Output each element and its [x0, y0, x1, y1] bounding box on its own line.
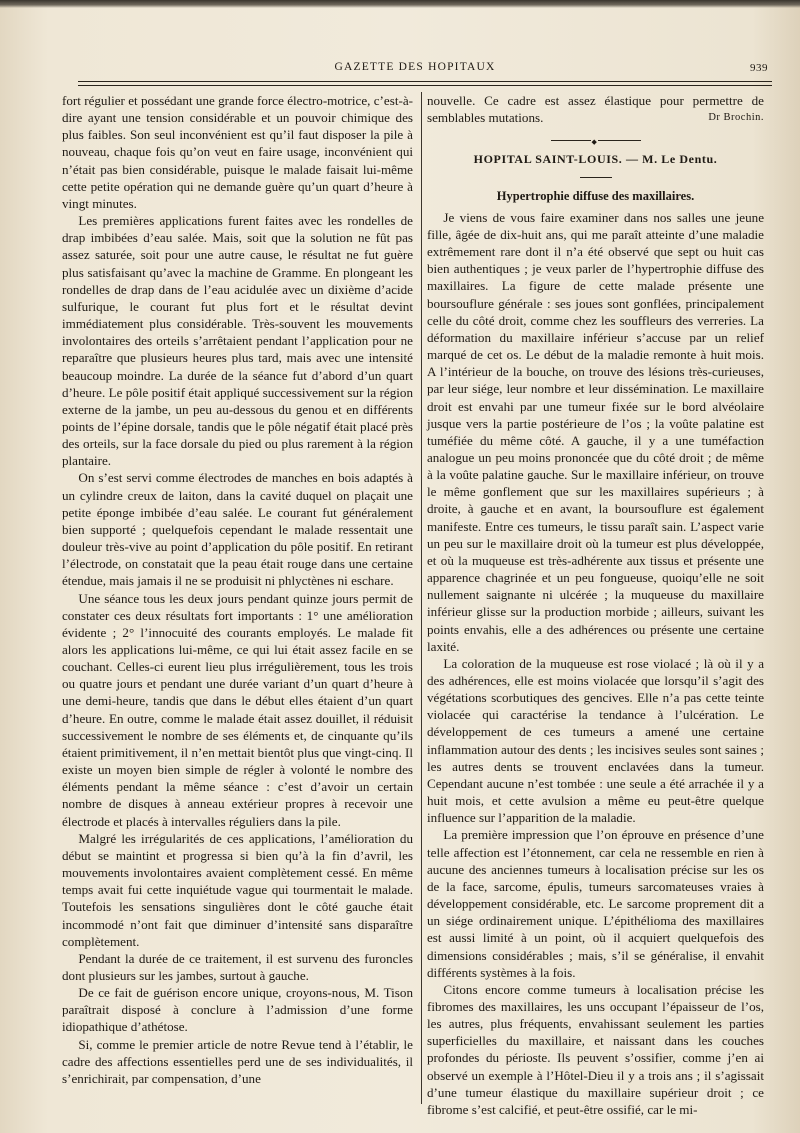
- author-signature: Dr Brochin.: [708, 112, 764, 124]
- paragraph: De ce fait de guérison encore unique, croyons-nous, M. Tison paraîtrait disposé à conclure à l’admission d’une forme idiopathique d’athétose.: [62, 985, 413, 1035]
- paragraph: Citons encore comme tumeurs à localisation précise les fibromes des maxillaires, les uns occupant l’épaisseur de l’os, les autres, plus fréquents, envahissant seulement les parties superficielles du maxillaire, et naissant dans les couches profondes du périoste. Ils peuvent s’ossifier, comme j’en ai observé un exemple à l’Hôtel-Dieu il y a trois ans ; il s’agissait d’une tumeur élastique du maxillaire supérieur droit ; ce fibrome s’est calcifié, et peut-être ossifié, car le mi-: [427, 981, 764, 1117]
- header-rule-thick: [78, 81, 772, 82]
- page-number: 939: [750, 62, 768, 74]
- paragraph: La coloration de la muqueuse est rose violacé ; là où il y a des adhérences, elle est moins violacée que lorsqu’il s’agit des végétations scorbutiques des gencives. Elle n’a pas cette teinte violacée qui caractérise la tendance à l’ulcération. Le développement de ces tumeurs a amené une certaine inflammation autour des dents ; les incisives seules sont saines ; les autres dents se trouvent enclavées dans la tumeur. Cependant aucune n’est tombée : une seule a été arrachée il y a huit mois, et cette avulsion a même eu peut-être quelque influence sur l’apparition de la maladie.: [427, 655, 764, 826]
- article-subtitle: Hypertrophie diffuse des maxillaires.: [496, 188, 695, 203]
- column-divider: [421, 92, 422, 1104]
- left-column: [62, 92, 413, 1087]
- paragraph: On s’est servi comme électrodes de manches en bois adaptés à un cylindre creux de laiton, dans la cavité duquel on plaçait une petite éponge imbibée d’eau salée. Le courant fut généralement bien supporté ; quelquefois cependant le malade ressentait une douleur très-vive au point d’application du pôle positif. En retirant l’électrode, on constatait que la peau était rouge dans une certaine étendue, mais jamais il ne se produisit ni phlyctènes ni eschare.: [62, 470, 413, 589]
- paragraph: Une séance tous les deux jours pendant quinze jours permit de constater ces deux résultats fort importants : 1° une amélioration évidente ; 2° l’innocuité des courants employés. Le malade fit alors les applications lui-même, ce qui lui était assez facile en se couchant. Celles-ci eurent lieu plus irrégulièrement, tous les trois ou quatre jours et pendant une durée variant d’un quart d’heure à une demi-heure, tandis que dans le début elles étaient d’un quart d’heure. En outre, comme le malade était assez douillet, il réduisit successivement le nombre de ses éléments et, de cinquante qu’ils étaient primitivement, il n’en mettait bientôt plus que vingt-cinq. Il existe un moyen bien simple de régler à volonté le nombre des éléments pendant la même séance : c’est d’avoir un certain nombre de disques à anneau extérieur propres à recevoir une électrode et placés à intervalles réguliers dans la pile.: [62, 590, 413, 829]
- journal-title: GAZETTE DES HOPITAUX: [334, 61, 496, 73]
- paragraph: nouvelle. Ce cadre est assez élastique pour permettre de semblables mutations.: [427, 93, 764, 126]
- paragraph: Les premières applications furent faites avec les rondelles de drap imbibées d’eau salée. Mais, soit que la solution ne fût pas assez saturée, soit pour une autre cause, le résultat ne fut guère plus satisfaisant qu’avec la machine de Gramme. En plongeant les rondelles de drap dans de l’eau acidulée avec un dixième d’acide sulfurique, le courant fut plus fort et le résultat devint immédiatement plus considérable. Très-souvent les mouvements involontaires des orteils s’arrêtaient pendant l’application pour ne reparaître que plusieurs heures plus tard, mais avec une intensité beaucoup moindre. La durée de la séance fut d’abord d’un quart d’heure. Le pôle positif était appliqué successivement sur la région externe de la jambe, un peu au-dessous du genou et en différents points de l’épine dorsale, tandis que le pôle négatif était placé près des orteils, sur la face dorsale du pied ou plus rarement à la région plantaire.: [62, 213, 413, 469]
- paragraph: Malgré les irrégularités de ces applications, l’amélioration du début se maintint et progressa si bien qu’à la fin d’avril, les mouvements involontaires avaient complètement cessé. En même temps avait fui cette inquiétude vague qui tourmentait le malade. Toutefois les sensations singulières dont le côté gauche était incommodé n’ont fait que diminuer d’intensité sans disparaître complètement.: [62, 830, 413, 949]
- right-column: [427, 92, 764, 1118]
- paragraph: Je viens de vous faire examiner dans nos salles une jeune fille, âgée de dix-huit ans, qui me paraît atteinte d’une maladie extrêmement rare dont il n’a été observé que sept ou huit cas bien authentiques ; je veux parler de l’hypertrophie diffuse des maxillaires. La figure de cette malade présente une boursouflure générale : ses joues sont gonflées, principalement celle du côté droit, comme chez les souffleurs des verreries. La déformation du maxillaire inférieur s’accuse par un relief marqué de cet os. Le début de la maladie remonte à huit mois. A l’intérieur de la bouche, on trouve des lésions très-curieuses, par leur siége, leur nombre et leur dissémination. Le maxillaire droit est envahi par une tumeur fixée sur le bord alvéolaire jusque vers la partie postérieure de l’os ; la voûte palatine est tuméfiée du même côté. A gauche, il y a une tuméfaction analogue un peu moins prononcée que du côté droit ; de même à la voûte palatine gauche. Sur le maxillaire inférieur, on trouve le même gonflement que sur les maxillaires supérieurs ; à droite, à gauche et en avant, la boursouflure est également manifeste. Entre ces tumeurs, le tissu paraît sain. L’aspect varie un peu sur le maxillaire droit où la tumeur est plus développée, et où la muqueuse est très-adhérente aux tissus et présente une apparence chagrinée et un peu fongueuse, quoiqu’elle ne soit nullement saignante ni ulcérée ; la muqueuse du maxillaire inférieur glisse sur la production morbide ; ailleurs, suivant les points envahis, elle a des adhérences ou présente une certaine laxité.: [427, 209, 764, 654]
- header-rule-thin: [78, 85, 772, 86]
- paragraph: Pendant la durée de ce traitement, il est survenu des furoncles dont plusieurs sur les jambes, surtout à gauche.: [62, 950, 413, 983]
- page-header: [60, 60, 770, 78]
- section-separator: [551, 140, 641, 141]
- paragraph: fort régulier et possédant une grande force électro-motrice, c’est-à-dire ayant une tension considérable et un pouvoir chimique des plus faibles. Son seul inconvénient est qu’il faut disposer la pile à nouveau, chaque fois qu’on veut en faire usage, inconvénient qui n’était pas bien considérable, puisque le malade faisait lui-même cette petite opération qui ne demande guère qu’un quart d’heure à vingt minutes.: [62, 93, 413, 211]
- paragraph: La première impression que l’on éprouve en présence d’une telle affection est l’étonnement, car cela ne ressemble en rien à aucune des anciennes tumeurs à localisation précise sur les os de la face, sarcome, épulis, tumeurs sarcomateuses vraies à développement considérable, etc. Le sarcome proprement dit a un siége ordinairement unique. L’épithélioma des maxillaires est aussi limité à un point, où il acquiert quelquefois des dimensions considérables ; mais, s’il se généralise, il envahit différents systèmes à la fois.: [427, 827, 764, 980]
- paragraph: Si, comme le premier article de notre Revue tend à l’établir, le cadre des affections essentielles perd une de ses individualités, il s’enrichirait, par compensation, d’une: [62, 1036, 413, 1086]
- heading-dash: [580, 177, 612, 178]
- hospital-heading: HOPITAL SAINT-LOUIS. — M. Le Dentu.: [473, 152, 718, 167]
- scan-top-edge: [0, 0, 800, 8]
